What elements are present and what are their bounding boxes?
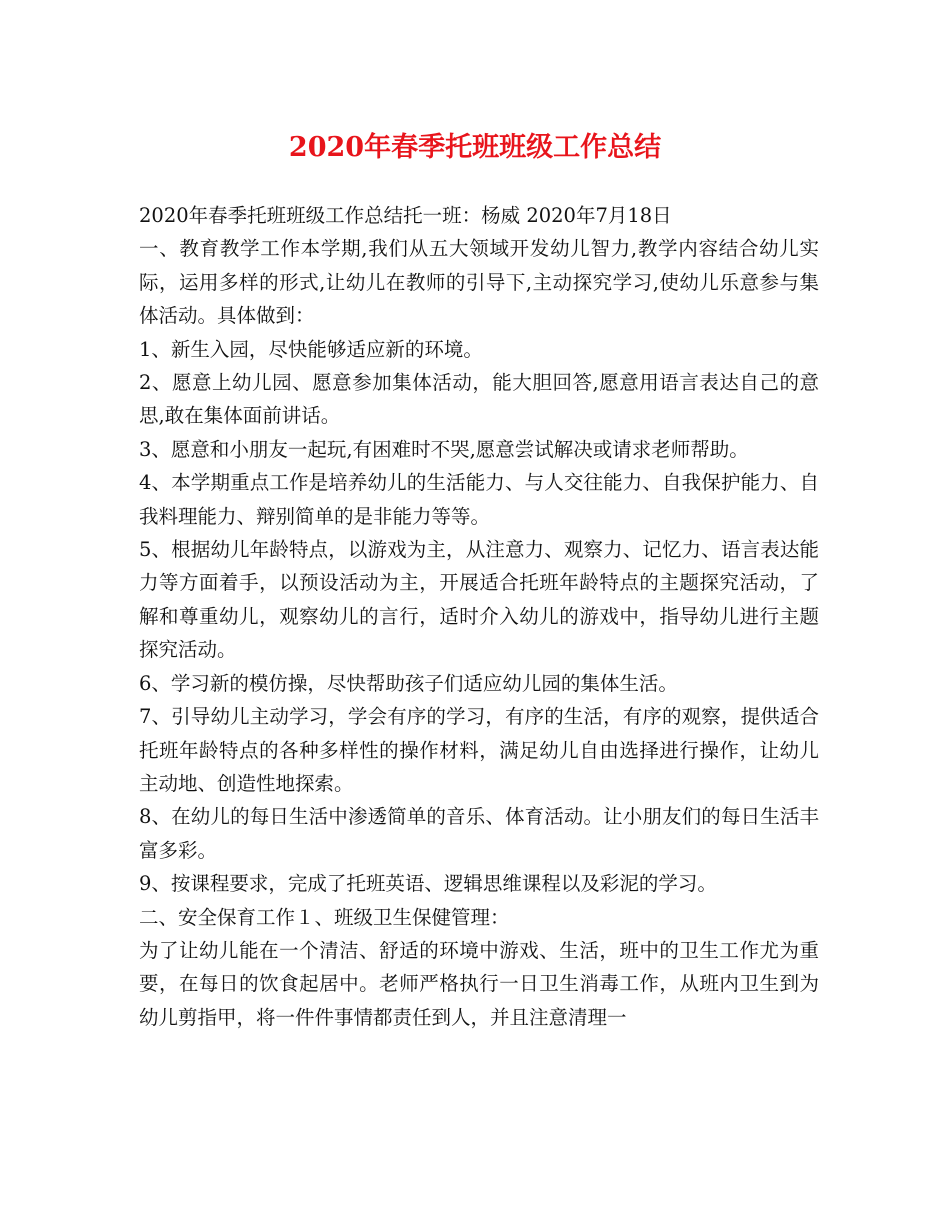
paragraph-hygiene: 为了让幼儿能在一个清洁、舒适的环境中游戏、生活，班中的卫生工作尤为重要，在每日的饮食起居中。老师严格执行一日卫生消毒工作，从班内卫生到为幼儿剪指甲，将一件件事情都责任到人，并且注意清理一 <box>139 938 819 1029</box>
paragraph-item-2: 2、愿意上幼儿园、愿意参加集体活动，能大胆回答,愿意用语言表达自己的意思,敢在集体面前讲话。 <box>139 371 819 428</box>
page-title: 2020年春季托班班级工作总结 <box>288 132 662 163</box>
paragraph-item-5: 5、根据幼儿年龄特点，以游戏为主，从注意力、观察力、记忆力、语言表达能力等方面着手，以预设活动为主，开展适合托班年龄特点的主题探究活动，了解和尊重幼儿，观察幼儿的言行，适时介入幼儿的游戏中，指导幼儿进行主题探究活动。 <box>139 538 819 662</box>
paragraph-item-1: 1、新生入园，尽快能够适应新的环境。 <box>139 337 483 361</box>
paragraph-section-2: 二、安全保育工作１、班级卫生保健管理： <box>139 905 510 929</box>
paragraph-section-1: 一、教育教学工作本学期,我们从五大领域开发幼儿智力,教学内容结合幼儿实际，运用多样的形式,让幼儿在教师的引导下,主动探究学习,使幼儿乐意参与集体活动。具体做到： <box>139 237 819 328</box>
paragraph-header-line: 2020年春季托班班级工作总结托一班：杨威 2020年7月18日 <box>139 204 672 227</box>
paragraph-item-8: 8、在幼儿的每日生活中渗透简单的音乐、体育活动。让小朋友们的每日生活丰富多彩。 <box>139 805 819 862</box>
paragraph-item-3: 3、愿意和小朋友一起玩,有困难时不哭,愿意尝试解决或请求老师帮助。 <box>139 437 749 461</box>
paragraph-item-9: 9、按课程要求，完成了托班英语、逻辑思维课程以及彩泥的学习。 <box>139 872 717 896</box>
paragraph-item-6: 6、学习新的模仿操，尽快帮助孩子们适应幼儿园的集体生活。 <box>139 671 678 695</box>
document-body <box>139 199 819 1034</box>
paragraph-item-7: 7、引导幼儿主动学习，学会有序的学习，有序的生活，有序的观察，提供适合托班年龄特点的各种多样性的操作材料，满足幼儿自由选择进行操作，让幼儿主动地、创造性地探索。 <box>139 705 819 795</box>
paragraph-item-4: 4、本学期重点工作是培养幼儿的生活能力、与人交往能力、自我保护能力、自我料理能力、辩别简单的是非能力等等。 <box>139 471 819 528</box>
